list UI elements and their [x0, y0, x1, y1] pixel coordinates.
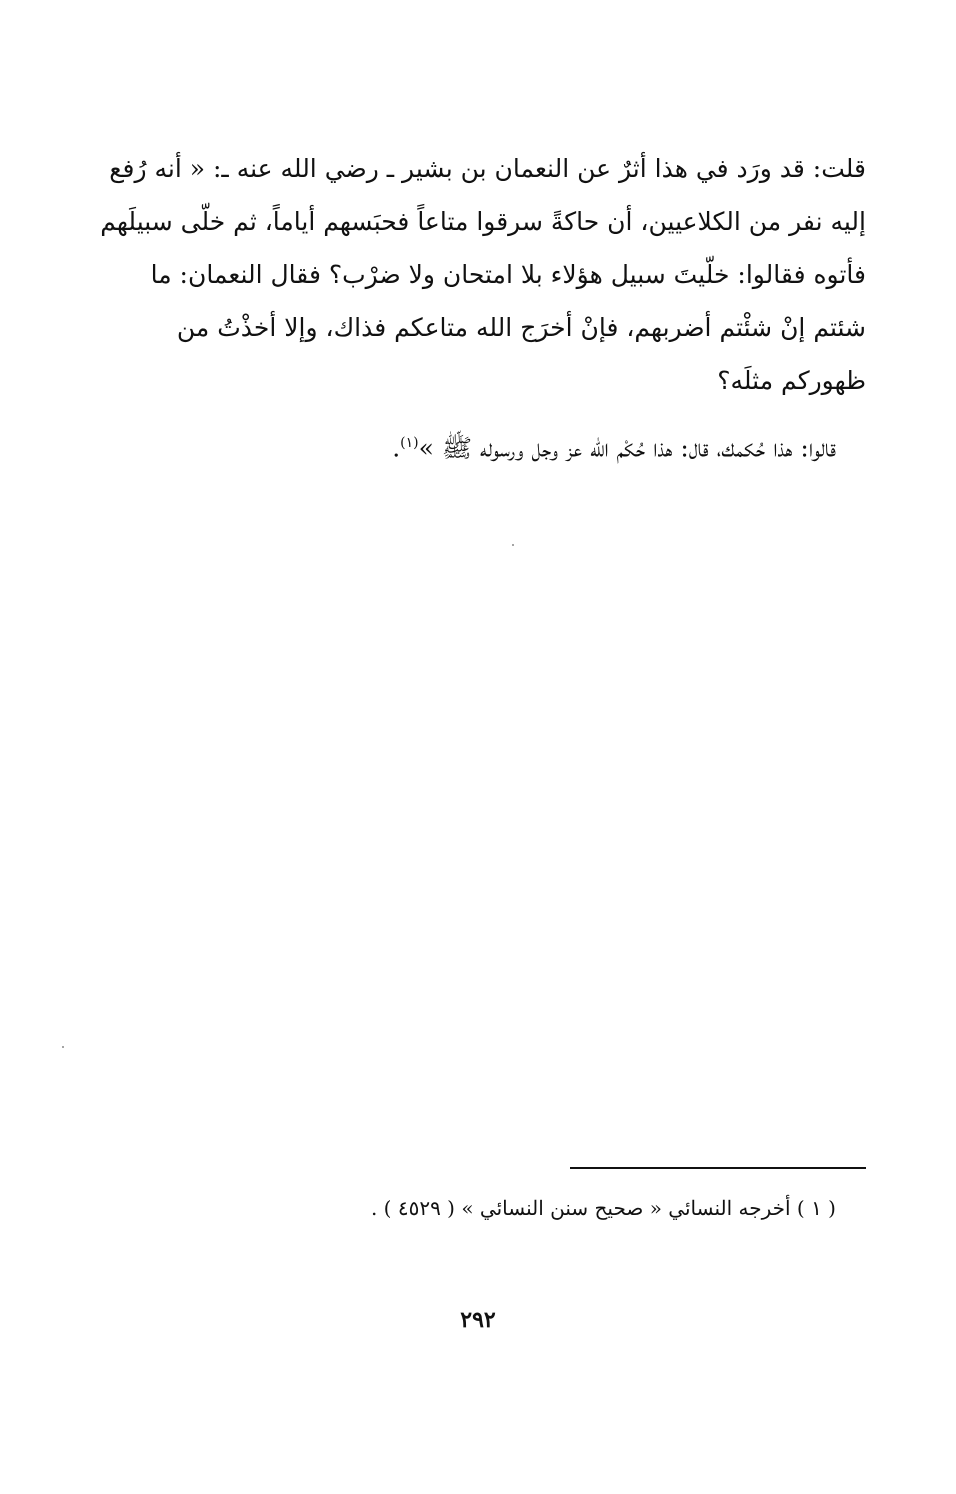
text-line: فأتوه فقالوا: خلّيتَ سبيل هؤلاء بلا امتحان ولا ضرْب؟ فقال النعمان: ما — [150, 260, 866, 289]
text-line: شئتم إنْ شئْتم أضربهم، فإنْ أخرَج الله متاعكم فذاك، وإلا أخذْتُ من — [176, 313, 866, 342]
page-number: ٢٩٢ — [460, 1307, 496, 1333]
paragraph-1 — [96, 142, 866, 407]
text-line: إليه نفر من الكلاعيين، أن حاكةً سرقوا متاعاً فحبَسهم أياماً، ثم خلّى سبيلَهم — [100, 207, 866, 236]
footnote-divider — [570, 1167, 866, 1169]
paragraph-2-end: . — [392, 433, 401, 463]
scan-speck — [62, 1046, 64, 1048]
text-line: ظهوركم مثلَه؟ — [717, 366, 866, 395]
main-text — [96, 142, 866, 474]
scan-speck — [512, 544, 514, 546]
text-line: قلت: قد ورَد في هذا أثرٌ عن النعمان بن بشير ـ رضي الله عنه ـ: « أنه رُفع — [109, 154, 866, 183]
footnote: ( ١ ) أخرجه النسائي « صحيح سنن النسائي » ( ٤٥٢٩ ) . — [370, 1196, 836, 1220]
paragraph-2-text: قالوا: هذا حُكمك، قال: هذا حُكْم الله عز وجل ورسوله ﷺ » — [418, 433, 836, 463]
paragraph-2 — [96, 417, 866, 474]
footnote-reference: (١) — [400, 435, 419, 451]
